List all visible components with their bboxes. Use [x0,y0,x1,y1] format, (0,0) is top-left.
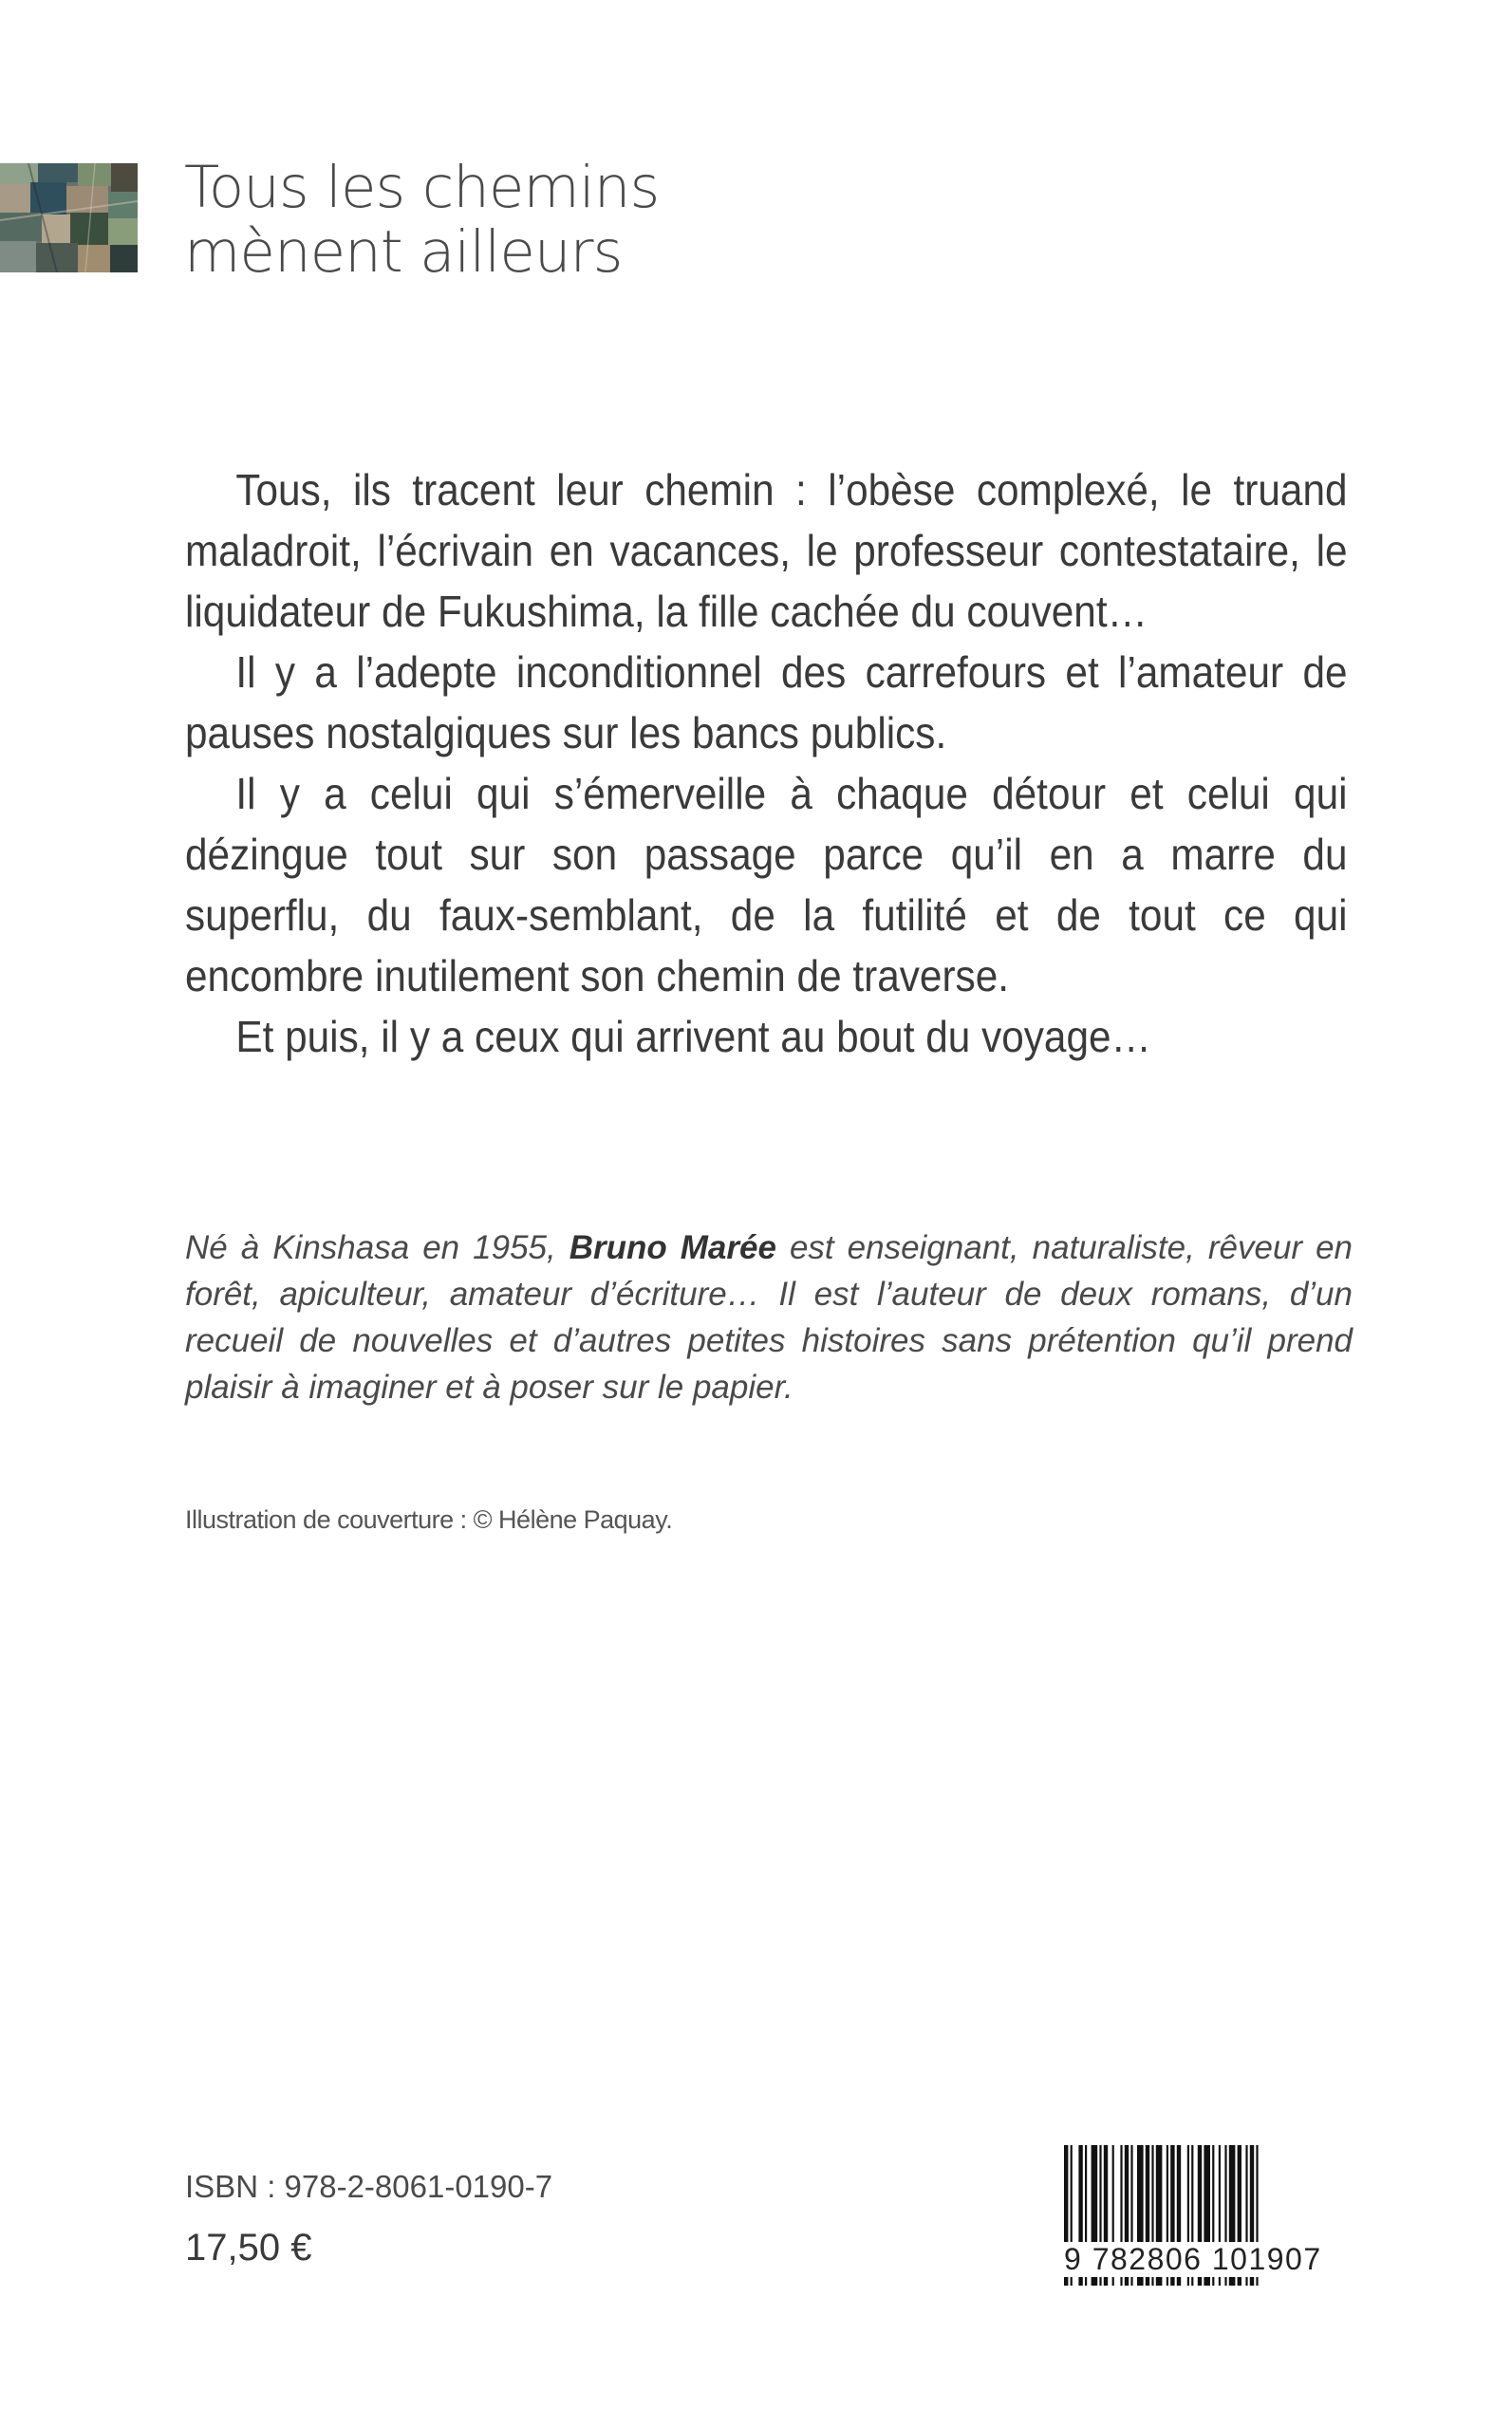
painting-image [0,163,138,272]
cover-illustration-credit: Illustration de couverture : © Hélène Paquay. [185,1505,673,1534]
bio-text: est enseignant, naturaliste, rêveur en forêt, apiculteur, amateur d’écriture… Il est l’auteur de deux romans, d’un recueil de nouvelles et d’autres petites histoires sans prétention qu’il prend plaisir à imaginer et à poser sur le papier. [185,1229,1353,1406]
author-name: Bruno Marée [569,1229,776,1266]
book-title [184,156,659,285]
cover-thumbnail [0,163,138,272]
isbn-number: ISBN : 978-2-8061-0190-7 [185,2169,553,2204]
blurb-paragraph-1: Tous, ils tracent leur chemin : l’obèse complexé, le truand maladroit, l’écrivain en vacances, le professeur contestataire, le liquidateur de Fukushima, la fille cachée du couvent… [185,465,1348,636]
blurb-paragraph-4: Et puis, il y a ceux qui arrivent au bout du voyage… [235,1012,1151,1061]
blurb-paragraph-2: Il y a l’adepte inconditionnel des carrefours et l’amateur de pauses nostalgiques sur les bancs publics. [185,647,1348,757]
bio-intro: Né à Kinshasa en 1955, [185,1229,569,1266]
barcode-digits: 9 782806 101907 [1060,2242,1349,2277]
back-cover-blurb [185,459,1348,1067]
title-line-2: mènent ailleurs [184,218,623,286]
title-line-1: Tous les chemins [184,154,660,221]
author-bio [185,1224,1353,1410]
price: 17,50 € [185,2227,312,2269]
blurb-paragraph-3: Il y a celui qui s’émerveille à chaque détour et celui qui dézingue tout sur son passage parce qu’il en a marre du superflu, du faux-semblant, de la futilité et de tout ce qui encombre inutilement son chemin de traverse. [185,769,1348,1000]
